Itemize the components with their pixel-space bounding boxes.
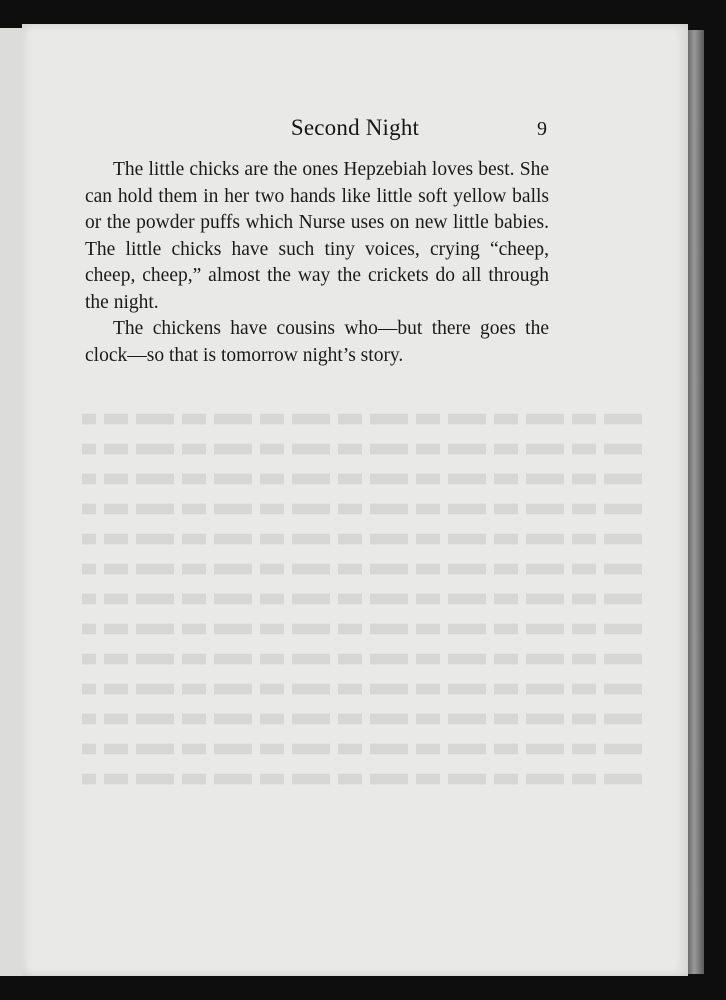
page-stack-edge [688, 30, 704, 974]
show-through-texture [82, 404, 642, 824]
page-number: 9 [537, 118, 547, 140]
paragraph: The little chicks are the ones Hepzebiah loves best. She can hold them in her two hands like little soft yellow balls or the powder puffs which Nurse uses on new little babies. The little chicks have such tiny voices, crying “cheep, cheep, cheep,” almost the way the crickets do all through the night. [85, 159, 549, 313]
body-text [85, 157, 549, 369]
book-page [22, 24, 688, 976]
left-page-edge [0, 28, 23, 976]
running-head: Second Night [290, 115, 420, 140]
paragraph: The chickens have cousins who—but there goes the clock—so that is tomorrow night’s story. [85, 318, 549, 366]
